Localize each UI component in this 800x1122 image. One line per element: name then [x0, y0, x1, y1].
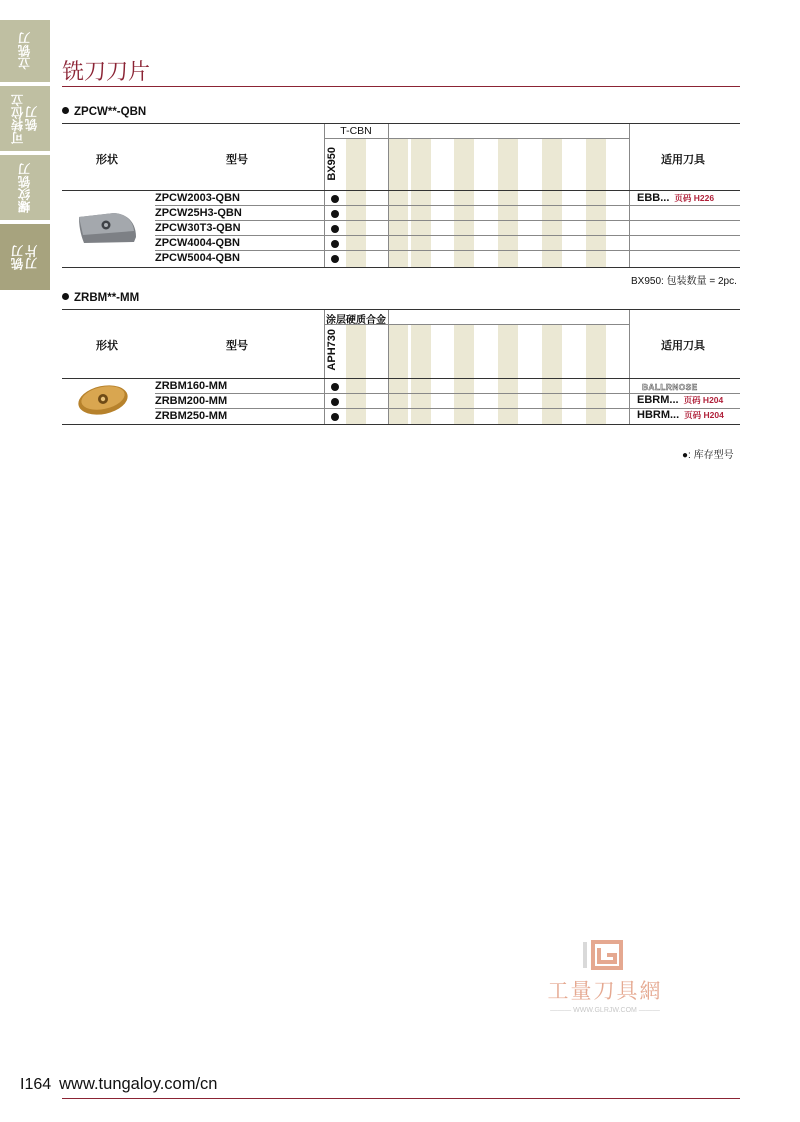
- column-stripe: [542, 139, 562, 267]
- column-stripe: [411, 139, 431, 267]
- header-model: 型号: [226, 340, 248, 352]
- column-stripe: [388, 325, 408, 424]
- divider: [324, 123, 325, 268]
- page-number: I164: [20, 1076, 52, 1093]
- table-row: ZRBM160-MM: [155, 380, 228, 392]
- section-title-text: ZPCW**-QBN: [74, 106, 147, 118]
- footer-rule: [62, 1098, 740, 1099]
- column-stripe: [542, 325, 562, 424]
- header-shape: 形状: [96, 340, 118, 352]
- bullet-icon: [62, 107, 69, 114]
- product-table: [62, 123, 740, 268]
- stock-legend: ●: 库存型号: [682, 450, 734, 461]
- side-tab-thread-mills[interactable]: [0, 155, 50, 220]
- website-link[interactable]: www.tungaloy.com/cn: [59, 1075, 218, 1093]
- header-tools: 适用刀具: [661, 340, 705, 352]
- watermark-url: ——— WWW.GLRJW.COM ———: [550, 1007, 660, 1014]
- header-model: 型号: [226, 154, 248, 166]
- bullet-icon: [62, 293, 69, 300]
- grade-name: APH730: [326, 329, 338, 371]
- page-ref[interactable]: 页码 H204: [684, 410, 724, 420]
- divider: [155, 220, 740, 221]
- section-title: [62, 106, 146, 118]
- side-tab-milling-inserts[interactable]: [0, 224, 50, 290]
- table-row: ZRBM200-MM: [155, 395, 228, 407]
- divider: [62, 309, 740, 310]
- packaging-note: BX950: 包装数量 = 2pc.: [631, 276, 737, 287]
- title-rule: [62, 86, 740, 87]
- side-tab-label: 螺纹铣刀: [17, 162, 32, 213]
- divider: [62, 267, 740, 268]
- section-title-text: ZRBM**-MM: [74, 292, 140, 304]
- column-stripe: [498, 139, 518, 267]
- ballrnose-logo: [637, 381, 737, 392]
- page-ref[interactable]: 页码 H204: [683, 395, 724, 405]
- table-row: ZPCW5004-QBN: [155, 252, 240, 264]
- tool-name: EBRM...: [637, 394, 679, 406]
- column-stripe: [586, 139, 606, 267]
- grade-column-stripe: [346, 139, 366, 267]
- side-tab-label: 立铣刀: [17, 32, 32, 70]
- grade-column-stripe: [346, 325, 366, 424]
- tool-link[interactable]: [637, 394, 723, 406]
- stock-dot: [331, 255, 339, 263]
- product-table: [62, 309, 740, 425]
- insert-image: [76, 211, 138, 245]
- category-label: T-CBN: [340, 125, 372, 137]
- table-row: ZRBM250-MM: [155, 410, 228, 422]
- table-row: ZPCW4004-QBN: [155, 237, 240, 249]
- brand-logo-text: BALLRNOSE: [642, 383, 698, 392]
- footer: [20, 1075, 218, 1094]
- side-tab-indexable-end-mills[interactable]: [0, 86, 50, 151]
- divider: [388, 123, 389, 268]
- side-tab-end-mills[interactable]: [0, 20, 50, 82]
- divider: [324, 138, 629, 139]
- stock-dot: [331, 413, 339, 421]
- divider: [155, 250, 740, 251]
- insert-image: [76, 382, 130, 418]
- page-title: 铣刀刀片: [62, 60, 151, 85]
- header-tools: 适用刀具: [661, 154, 705, 166]
- column-stripe: [411, 325, 431, 424]
- table-row: ZPCW2003-QBN: [155, 192, 240, 204]
- stock-dot: [331, 398, 339, 406]
- side-tab-label: 铣刀 刀片: [10, 244, 39, 270]
- stock-dot: [331, 210, 339, 218]
- section-title: [62, 292, 139, 304]
- watermark-logo-icon: [583, 940, 627, 970]
- watermark-url-text: WWW.GLRJW.COM: [573, 1007, 637, 1014]
- watermark-name: 工量刀具網: [547, 979, 663, 1003]
- table-row: ZPCW25H3-QBN: [155, 207, 242, 219]
- column-stripe: [454, 139, 474, 267]
- category-label: 涂层硬质合金: [326, 315, 386, 326]
- column-stripe: [388, 139, 408, 267]
- stock-dot: [331, 195, 339, 203]
- column-stripe: [586, 325, 606, 424]
- stock-dot: [331, 240, 339, 248]
- column-stripe: [454, 325, 474, 424]
- side-tab-label: 可转位立 铣刀: [10, 93, 39, 144]
- watermark: [530, 940, 680, 1014]
- tool-link[interactable]: [637, 192, 714, 204]
- divider: [155, 235, 740, 236]
- divider: [62, 123, 740, 124]
- page-ref[interactable]: 页码 H226: [674, 193, 715, 203]
- stock-dot: [331, 225, 339, 233]
- table-row: ZPCW30T3-QBN: [155, 222, 241, 234]
- tool-link[interactable]: [637, 409, 724, 421]
- tool-name: EBB...: [637, 192, 670, 204]
- column-stripe: [498, 325, 518, 424]
- tool-name: HBRM...: [637, 409, 680, 421]
- divider: [629, 123, 630, 268]
- grade-name: BX950: [326, 147, 338, 181]
- stock-dot: [331, 383, 339, 391]
- divider: [155, 205, 740, 206]
- divider: [62, 424, 740, 425]
- header-shape: 形状: [96, 154, 118, 166]
